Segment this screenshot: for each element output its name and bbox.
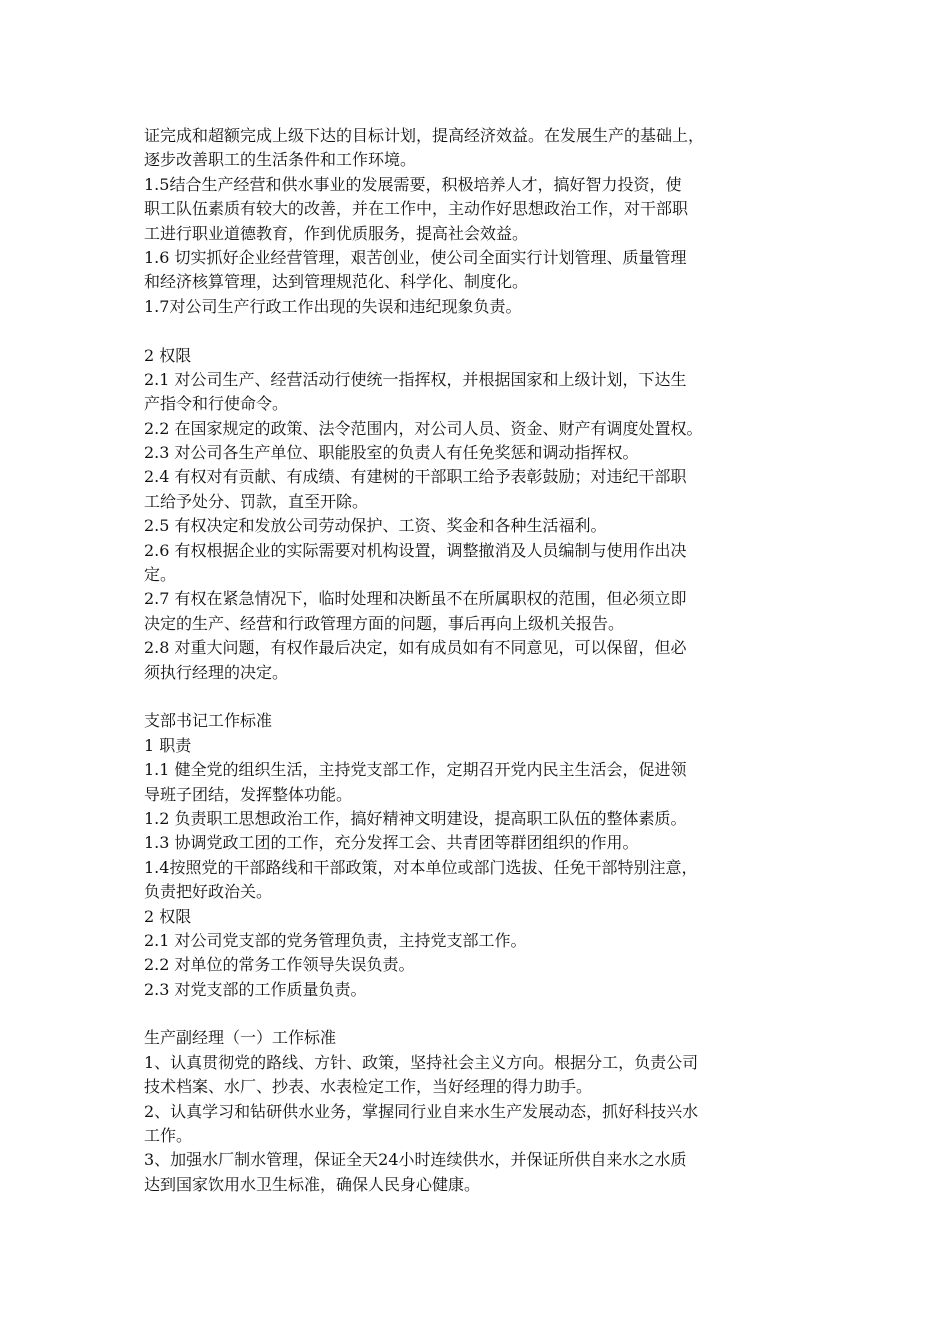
text-line: 1.2 负责职工思想政治工作，搞好精神文明建设，提高职工队伍的整体素质。 bbox=[144, 808, 687, 828]
text-line: 2.7 有权在紧急情况下，临时处理和决断虽不在所属职权的范围，但必须立即 bbox=[144, 589, 687, 609]
text-line: 负责把好政治关。 bbox=[144, 882, 273, 902]
blank-line bbox=[144, 319, 816, 343]
text-line: 2.8 对重大问题，有权作最后决定，如有成员如有不同意见，可以保留，但必 bbox=[144, 638, 687, 658]
text-line: 须执行经理的决定。 bbox=[144, 662, 289, 682]
section-heading: 1 职责 bbox=[144, 735, 192, 755]
text-line: 决定的生产、经营和行政管理方面的问题，事后再向上级机关报告。 bbox=[144, 613, 625, 633]
section-title: 生产副经理（一）工作标准 bbox=[144, 1028, 337, 1048]
text-line: 1.3 协调党政工团的工作，充分发挥工会、共青团等群团组织的作用。 bbox=[144, 833, 639, 853]
text-line: 3、加强水厂制水管理，保证全天24小时连续供水，并保证所供自来水之水质 bbox=[144, 1150, 687, 1170]
text-line: 达到国家饮用水卫生标准，确保人民身心健康。 bbox=[144, 1174, 481, 1194]
text-line: 定。 bbox=[144, 565, 177, 585]
text-line: 逐步改善职工的生活条件和工作环境。 bbox=[144, 150, 417, 170]
text-line: 工进行职业道德教育，作到优质服务，提高社会效益。 bbox=[144, 223, 529, 243]
text-line: 技术档案、水厂、抄表、水表检定工作，当好经理的得力助手。 bbox=[144, 1077, 593, 1097]
text-line: 1.7对公司生产行政工作出现的失误和违纪现象负责。 bbox=[144, 296, 522, 316]
text-line: 2.3 对党支部的工作质量负责。 bbox=[144, 979, 367, 999]
section-heading: 2 权限 bbox=[144, 906, 192, 926]
text-line: 职工队伍素质有较大的改善，并在工作中，主动作好思想政治工作，对干部职 bbox=[144, 199, 689, 219]
text-line: 2.5 有权决定和发放公司劳动保护、工资、奖金和各种生活福利。 bbox=[144, 516, 607, 536]
text-line: 2.2 对单位的常务工作领导失误负责。 bbox=[144, 955, 415, 975]
text-line: 1、认真贯彻党的路线、方针、政策，坚持社会主义方向。根据分工，负责公司 bbox=[144, 1052, 699, 1072]
text-line: 1.5结合生产经营和供水事业的发展需要，积极培养人才，搞好智力投资，使 bbox=[144, 174, 682, 194]
text-line: 2、认真学习和钻研供水业务，掌握同行业自来水生产发展动态，抓好科技兴水 bbox=[144, 1101, 699, 1121]
text-line: 工作。 bbox=[144, 1126, 193, 1146]
text-line: 2.1 对公司党支部的党务管理负责，主持党支部工作。 bbox=[144, 930, 527, 950]
text-line: 证完成和超额完成上级下达的目标计划，提高经济效益。在发展生产的基础上， bbox=[144, 126, 705, 145]
text-line: 1.4按照党的干部路线和干部政策，对本单位或部门选拔、任免干部特别注意， bbox=[144, 857, 698, 877]
text-line: 产指令和行使命令。 bbox=[144, 394, 289, 414]
text-line: 2.3 对公司各生产单位、职能股室的负责人有任免奖惩和调动指挥权。 bbox=[144, 443, 639, 463]
text-line: 工给予处分、罚款，直至开除。 bbox=[144, 491, 369, 511]
blank-line bbox=[144, 685, 816, 709]
text-line: 导班子团结，发挥整体功能。 bbox=[144, 784, 353, 804]
text-line: 1.6 切实抓好企业经营管理，艰苦创业，使公司全面实行计划管理、质量管理 bbox=[144, 247, 687, 267]
text-line: 2.6 有权根据企业的实际需要对机构设置，调整撤消及人员编制与使用作出决 bbox=[144, 540, 687, 560]
blank-line bbox=[144, 1002, 816, 1026]
text-line: 2.4 有权对有贡献、有成绩、有建树的干部职工给予表彰鼓励；对违纪干部职 bbox=[144, 467, 687, 487]
document-page bbox=[144, 124, 816, 1197]
text-line: 1.1 健全党的组织生活，主持党支部工作，定期召开党内民主生活会，促进领 bbox=[144, 760, 687, 780]
text-line: 2.2 在国家规定的政策、法令范围内，对公司人员、资金、财产有调度处置权。 bbox=[144, 418, 703, 438]
text-line: 2.1 对公司生产、经营活动行使统一指挥权，并根据国家和上级计划，下达生 bbox=[144, 369, 687, 389]
text-line: 和经济核算管理，达到管理规范化、科学化、制度化。 bbox=[144, 272, 529, 292]
section-title: 支部书记工作标准 bbox=[144, 711, 273, 731]
section-heading: 2 权限 bbox=[144, 345, 192, 365]
